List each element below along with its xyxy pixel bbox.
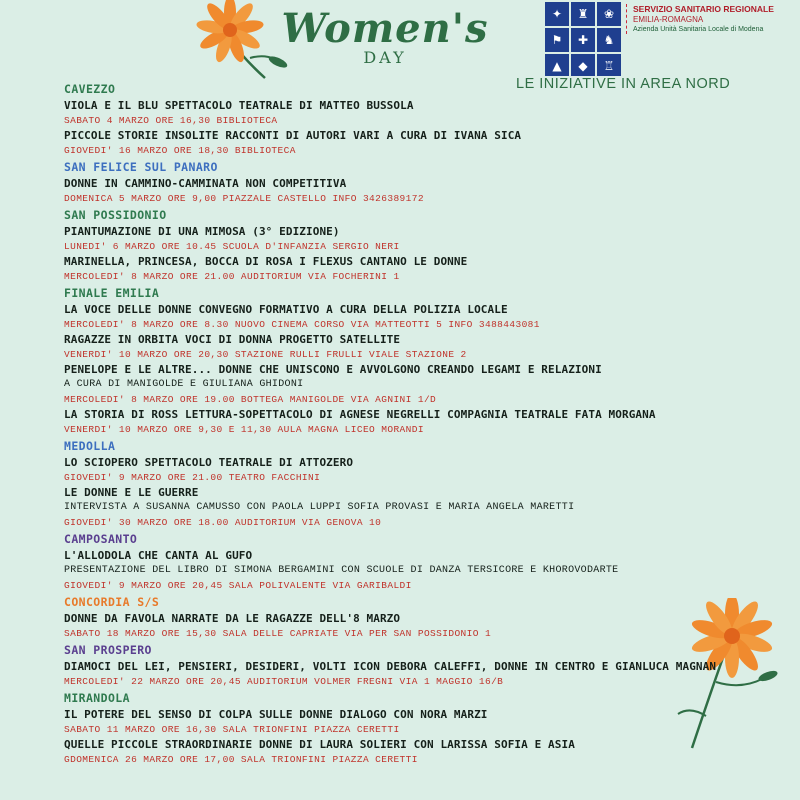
event-title: PICCOLE STORIE INSOLITE RACCONTI DI AUTORI VARI A CURA DI IVANA SICA (64, 129, 522, 142)
event-item (64, 659, 784, 689)
town-section (64, 437, 784, 530)
event-title-block (270, 4, 500, 84)
event-date-location: SABATO 18 MARZO ORE 15,30 SALA DELLE CAPRIATE VIA PER SAN POSSIDONIO 1 (64, 628, 492, 639)
town-section (64, 284, 784, 437)
event-title: PIANTUMAZIONE DI UNA MIMOSA (3° EDIZIONE) (64, 225, 340, 238)
event-title: IL POTERE DEL SENSO DI COLPA SULLE DONNE DIALOGO CON NORA MARZI (64, 708, 488, 721)
event-description: PRESENTAZIONE DEL LIBRO DI SIMONA BERGAMINI CON SCUOLE DI DANZA TERSICORE E KHOROVODARTE (64, 565, 619, 576)
event-description: INTERVISTA A SUSANNA CAMUSSO CON PAOLA LUPPI SOFIA PROVASI E MARIA ANGELA MARETTI (64, 502, 575, 513)
event-date-location: GIOVEDI' 30 MARZO ORE 18.00 AUDITORIUM VIA GENOVA 10 (64, 517, 382, 528)
event-title: PENELOPE E LE ALTRE... DONNE CHE UNISCONO E AVVOLGONO CREANDO LEGAMI E RELAZIONI (64, 363, 602, 376)
event-item (64, 455, 784, 485)
event-item (64, 224, 784, 254)
town-section (64, 206, 784, 284)
event-title: LA STORIA DI ROSS LETTURA-SOPETTACOLO DI AGNESE NEGRELLI COMPAGNIA TEATRALE FATA MORGANA (64, 408, 656, 421)
event-date-location: DOMENICA 5 MARZO ORE 9,00 PIAZZALE CASTELLO INFO 3426389172 (64, 193, 424, 204)
event-title: LE DONNE E LE GUERRE (64, 486, 199, 499)
event-description: A CURA DI MANIGOLDE E GIULIANA GHIDONI (64, 379, 304, 390)
event-date-location: SABATO 4 MARZO ORE 16,30 BIBLIOTECA (64, 115, 278, 126)
event-title: QUELLE PICCOLE STRAORDINARIE DONNE DI LAURA SOLIERI CON LARISSA SOFIA E ASIA (64, 738, 575, 751)
event-date-location: GDOMENICA 26 MARZO ORE 17,00 SALA TRIONFINI PIAZZA CERETTI (64, 754, 418, 765)
event-item (64, 707, 784, 737)
town-section (64, 530, 784, 593)
event-date-location: MERCOLEDI' 22 MARZO ORE 20,45 AUDITORIUM VOLMER FREGNI VIA 1 MAGGIO 16/B (64, 676, 504, 687)
event-title: RAGAZZE IN ORBITA VOCI DI DONNA PROGETTO SATELLITE (64, 333, 401, 346)
event-date-location: SABATO 11 MARZO ORE 16,30 SALA TRIONFINI PIAZZA CERETTI (64, 724, 400, 735)
event-date-location: MERCOLEDI' 8 MARZO ORE 19.00 BOTTEGA MANIGOLDE VIA AGNINI 1/D (64, 394, 437, 405)
page-subtitle: LE INIZIATIVE IN AREA NORD (516, 76, 731, 92)
event-title: DONNE DA FAVOLA NARRATE DA LE RAGAZZE DELL'8 MARZO (64, 612, 401, 625)
org-name: SERVIZIO SANITARIO REGIONALE (633, 4, 774, 14)
event-date-location: VENERDI' 10 MARZO ORE 9,30 E 11,30 AULA MAGNA LICEO MORANDI (64, 424, 424, 435)
event-item (64, 611, 784, 641)
event-title: LA VOCE DELLE DONNE CONVEGNO FORMATIVO A CURA DELLA POLIZIA LOCALE (64, 303, 508, 316)
town-section (64, 80, 784, 158)
regional-crest-icon: ✦ ♜ ❀ ⚑ ✚ ♞ ▲ ◆ ♖ (545, 2, 623, 76)
events-list (64, 80, 784, 767)
page-title: Women's (281, 5, 489, 52)
event-title: L'ALLODOLA CHE CANTA AL GUFO (64, 549, 253, 562)
town-heading: MIRANDOLA (64, 691, 130, 705)
event-title: VIOLA E IL BLU SPETTACOLO TEATRALE DI MATTEO BUSSOLA (64, 99, 414, 112)
town-heading: MEDOLLA (64, 439, 116, 453)
town-section (64, 158, 784, 206)
event-title: DONNE IN CAMMINO-CAMMINATA NON COMPETITIVA (64, 177, 347, 190)
event-item (64, 485, 784, 530)
town-section (64, 593, 784, 641)
town-section (64, 641, 784, 689)
event-item (64, 176, 784, 206)
event-item (64, 362, 784, 407)
event-date-location: GIOVEDI' 16 MARZO ORE 18,30 BIBLIOTECA (64, 145, 296, 156)
town-heading: SAN FELICE SUL PANARO (64, 160, 218, 174)
town-heading: SAN POSSIDONIO (64, 208, 167, 222)
event-item (64, 407, 784, 437)
event-item (64, 332, 784, 362)
town-heading: SAN PROSPERO (64, 643, 152, 657)
town-heading: CONCORDIA S/S (64, 595, 160, 609)
event-date-location: GIOVEDI' 9 MARZO ORE 20,45 SALA POLIVALENTE VIA GARIBALDI (64, 580, 412, 591)
event-title: MARINELLA, PRINCESA, BOCCA DI ROSA I FLEXUS CANTANO LE DONNE (64, 255, 468, 268)
event-item (64, 737, 784, 767)
event-date-location: MERCOLEDI' 8 MARZO ORE 8.30 NUOVO CINEMA CORSO VIA MATTEOTTI 5 INFO 3488443081 (64, 319, 540, 330)
event-title: DIAMOCI DEL LEI, PENSIERI, DESIDERI, VOLTI ICON DEBORA CALEFFI, DONNE IN CENTRO E GIANLUCA MAGNAN (64, 660, 717, 673)
org-unit: Azienda Unità Sanitaria Locale di Modena (633, 26, 764, 33)
town-heading: CAVEZZO (64, 82, 116, 96)
event-date-location: MERCOLEDI' 8 MARZO ORE 21.00 AUDITORIUM VIA FOCHERINI 1 (64, 271, 400, 282)
event-date-location: GIOVEDI' 9 MARZO ORE 21.00 TEATRO FACCHINI (64, 472, 321, 483)
event-date-location: VENERDI' 10 MARZO ORE 20,30 STAZIONE RULLI FRULLI VIALE STAZIONE 2 (64, 349, 467, 360)
event-title: LO SCIOPERO SPETTACOLO TEATRALE DI ATTOZERO (64, 456, 354, 469)
organization-logo (626, 4, 800, 34)
event-item (64, 128, 784, 158)
org-region: EMILIA-ROMAGNA (633, 15, 704, 24)
event-item (64, 548, 784, 593)
town-heading: FINALE EMILIA (64, 286, 160, 300)
event-item (64, 302, 784, 332)
town-section (64, 689, 784, 767)
event-date-location: LUNEDI' 6 MARZO ORE 10.45 SCUOLA D'INFANZIA SERGIO NERI (64, 241, 400, 252)
page-title-day: DAY (363, 48, 407, 67)
event-item (64, 254, 784, 284)
event-item (64, 98, 784, 128)
town-heading: CAMPOSANTO (64, 532, 138, 546)
